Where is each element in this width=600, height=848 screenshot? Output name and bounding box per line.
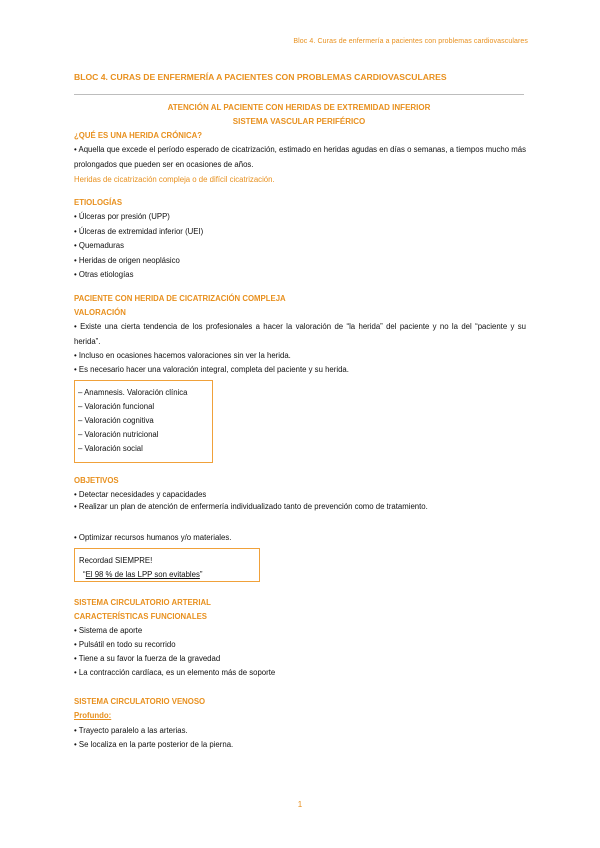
section-subtitle: SISTEMA VASCULAR PERIFÉRICO: [232, 117, 366, 126]
valuation-paragraph: • Existe una cierta tendencia de los profesionales a hacer la valoración de “la herida” del paciente y no la del “paciente y su herida”.: [74, 322, 526, 346]
arterial-heading: SISTEMA CIRCULATORIO ARTERIAL: [74, 598, 211, 607]
arterial-item: • Pulsátil en todo su recorrido: [74, 640, 176, 649]
valuation-item: – Valoración cognitiva: [78, 416, 154, 425]
objective-item: • Detectar necesidades y capacidades: [74, 490, 207, 499]
valuation-heading: VALORACIÓN: [74, 308, 126, 317]
etiologies-heading: ETIOLOGÍAS: [74, 198, 123, 207]
complex-wound-heading: PACIENTE CON HERIDA DE CICATRIZACIÓN COMPLEJA: [74, 294, 286, 303]
valuation-bullet: • Es necesario hacer una valoración integral, completa del paciente y su herida.: [74, 365, 349, 374]
venous-item: • Se localiza en la parte posterior de la pierna.: [74, 740, 234, 749]
arterial-item: • Tiene a su favor la fuerza de la gravedad: [74, 654, 221, 663]
etiology-item: • Quemaduras: [74, 241, 124, 250]
section-title: ATENCIÓN AL PACIENTE CON HERIDAS DE EXTREMIDAD INFERIOR: [167, 103, 431, 112]
chronic-wound-definition: • Aquella que excede el período esperado de cicatrización, estimado en heridas agudas en días o semanas, a tiempos mucho más prolongados que pueden ser en ocasiones de años.: [74, 145, 526, 169]
chronic-wound-heading: ¿QUÉ ES UNA HERIDA CRÓNICA?: [74, 131, 203, 140]
valuation-box: [74, 380, 213, 463]
etiology-item: • Otras etiologías: [74, 270, 134, 279]
chronic-wound-note: Heridas de cicatrización compleja o de difícil cicatrización.: [74, 175, 275, 184]
valuation-item: – Valoración social: [78, 444, 143, 453]
objectives-heading: OBJETIVOS: [74, 476, 119, 485]
valuation-bullet: • Incluso en ocasiones hacemos valoraciones sin ver la herida.: [74, 351, 291, 360]
reminder-line: Recordad SIEMPRE!: [79, 556, 153, 565]
valuation-item: – Valoración funcional: [78, 402, 155, 411]
reminder-quote-text: El 98 % de las LPP son evitables: [85, 570, 200, 579]
venous-heading: SISTEMA CIRCULATORIO VENOSO: [74, 697, 206, 706]
document-title: BLOC 4. CURAS DE ENFERMERÍA A PACIENTES CON PROBLEMAS CARDIOVASCULARES: [74, 72, 447, 82]
valuation-item: – Valoración nutricional: [78, 430, 159, 439]
arterial-item: • Sistema de aporte: [74, 626, 143, 635]
etiology-item: • Heridas de origen neoplásico: [74, 256, 180, 265]
quote-open: “: [83, 570, 86, 579]
arterial-subheading: CARACTERÍSTICAS FUNCIONALES: [74, 612, 207, 621]
objective-item: • Realizar un plan de atención de enfermería individualizado tanto de prevención como de tratamiento.: [74, 502, 428, 511]
valuation-item: – Anamnesis. Valoración clínica: [78, 388, 188, 397]
page-number: 1: [297, 800, 303, 809]
reminder-box: [74, 548, 260, 582]
title-divider: [74, 94, 524, 95]
objective-item: • Optimizar recursos humanos y/o materiales.: [74, 533, 232, 542]
quote-close: ”: [199, 570, 203, 579]
venous-subheading: Profundo:: [74, 711, 112, 720]
etiology-item: • Úlceras por presión (UPP): [74, 212, 170, 221]
etiology-item: • Úlceras de extremidad inferior (UEI): [74, 227, 204, 236]
arterial-item: • La contracción cardíaca, es un elemento más de soporte: [74, 668, 276, 677]
venous-item: • Trayecto paralelo a las arterias.: [74, 726, 188, 735]
reminder-quote: [79, 568, 259, 582]
running-header: Bloc 4. Curas de enfermería a pacientes con problemas cardiovasculares: [293, 38, 528, 45]
